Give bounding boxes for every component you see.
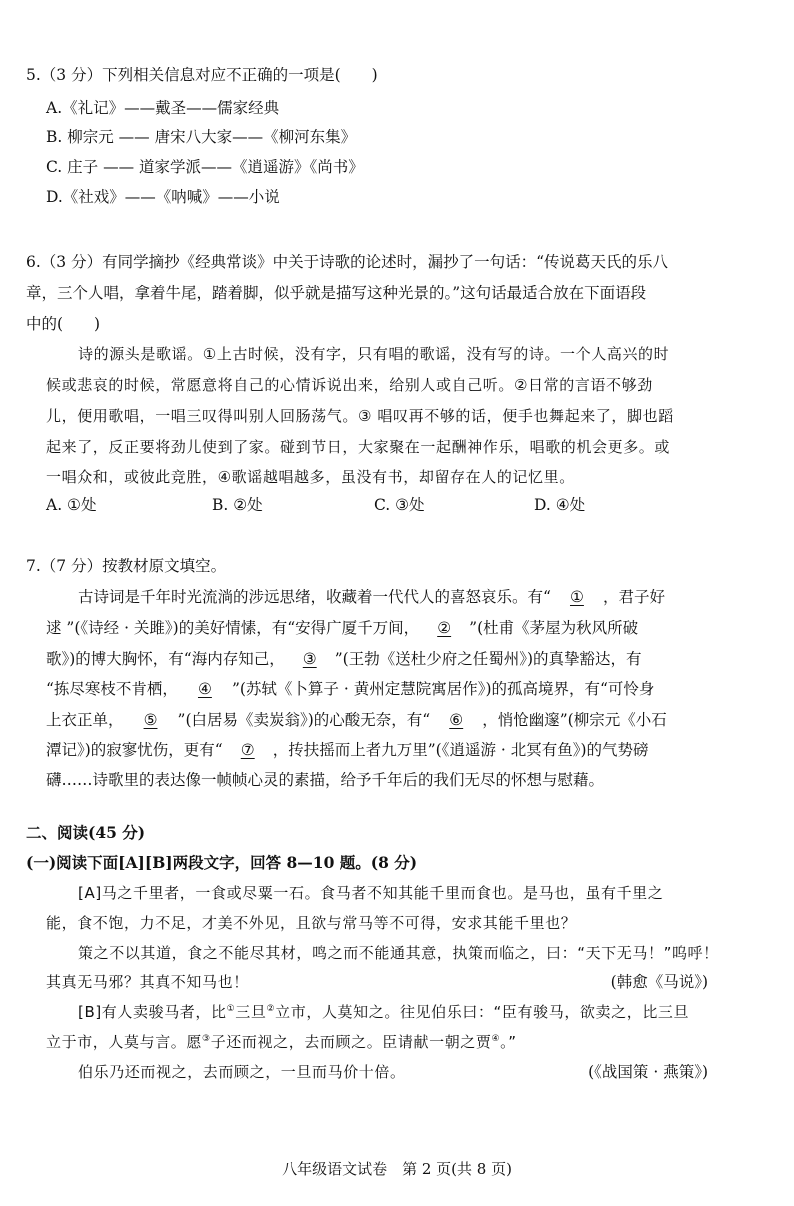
question-6-option-c: C. ③处 (374, 496, 425, 514)
question-5-stem: 5.（3 分）下列相关信息对应不正确的一项是( ) (26, 66, 378, 84)
question-7-line-7: 礴……诗歌里的表达像一帧帧心灵的素描，给予千年后的我们无尽的怀想与慰藉。 (46, 771, 605, 789)
question-6-options (46, 494, 585, 516)
question-6-stem-line-1: 6.（3 分）有同学摘抄《经典常谈》中关于诗歌的论述时，漏抄了一句话：“传说葛天氏的乐八 (26, 253, 669, 271)
question-6-stem-line-3: 中的( ) (26, 315, 101, 333)
question-6-passage-line-3: 儿，便用歌唱，一唱三叹得叫别人回肠荡气。③ 唱叹再不够的话，便手也舞起来了，脚也蹈 (46, 407, 674, 425)
question-5-option-b: B. 柳宗元 —— 唐宋八大家——《柳河东集》 (46, 128, 357, 146)
fill-blank-2: ② (437, 619, 452, 637)
footnote-2-marker: ② (266, 1004, 276, 1014)
question-6-option-d: D. ④处 (534, 496, 586, 514)
question-6-option-b: B. ②处 (212, 496, 263, 514)
passage-a-line-4: 其真无马邪？其真不知马也！ (46, 973, 249, 991)
question-7-stem: 7.（7 分）按教材原文填空。 (26, 557, 227, 575)
footnote-3-marker: ③ (202, 1034, 211, 1044)
question-7-line-5: 上衣正单， ⑤ ”(白居易《卖炭翁》)的心酸无奈，有“ ⑥ ，悄怆幽邃”(柳宗元《小石 (46, 711, 667, 729)
section-2-title: 二、阅读(45 分) (26, 823, 146, 842)
question-5-option-d: D.《社戏》——《呐喊》——小说 (46, 188, 280, 206)
fill-blank-6: ⑥ (449, 711, 464, 729)
question-7-line-3: 歌》)的博大胸怀，有“海内存知己， ③ ”(王勃《送杜少府之任蜀州》)的真挚豁达，有 (46, 650, 642, 668)
question-6-option-a: A. ①处 (46, 496, 97, 514)
question-5-option-a: A.《礼记》——戴圣——儒家经典 (46, 99, 280, 117)
passage-a-source: (韩愈《马说》) (610, 973, 708, 991)
fill-blank-5: ⑤ (143, 711, 158, 729)
question-6-passage-line-1: 诗的源头是歌谣。①上古时候，没有字，只有唱的歌谣，没有写的诗。一个人高兴的时 (78, 345, 670, 363)
question-5-option-c: C. 庄子 —— 道家学派——《逍遥游》《尚书》 (46, 158, 364, 176)
fill-blank-3: ③ (302, 650, 317, 668)
question-7-line-6: 潭记》)的寂寥忧伤，更有“ ⑦ ，抟扶摇而上者九万里”(《逍遥游 · 北冥有鱼》)的气势磅 (46, 741, 649, 759)
passage-b-source: (《战国策 · 燕策》) (588, 1063, 708, 1081)
section-2-subtitle: (一)阅读下面[A][B]两段文字，回答 8—10 题。(8 分) (26, 853, 418, 872)
passage-a-line-3: 策之不以其道，食之不能尽其材，鸣之而不能通其意，执策而临之，曰：“天下无马！”呜呼！ (78, 944, 719, 962)
question-6-passage-line-4: 起来了，反正要将劲儿使到了家。碰到节日，大家聚在一起酬神作乐，唱歌的机会更多。或 (46, 438, 671, 456)
page-footer: 八年级语文试卷 第 2 页(共 8 页) (282, 1160, 512, 1178)
question-7-line-1: 古诗词是千年时光流淌的涉远思绪，收藏着一代代人的喜怒哀乐。有“ ① ，君子好 (78, 588, 665, 606)
passage-a-line-1: [A]马之千里者，一食或尽粟一石。食马者不知其能千里而食也。是马也，虽有千里之 (78, 884, 664, 902)
question-6-passage-line-2: 候或悲哀的时候，常愿意将自己的心情诉说出来，给别人或自己听。②日常的言语不够劲 (46, 376, 653, 394)
footnote-4-marker: ④ (491, 1034, 501, 1044)
footnote-1-marker: ① (226, 1004, 236, 1014)
passage-b-line-1: [B]有人卖骏马者，比①三旦②立市，人莫知之。往见伯乐曰：“臣有骏马，欲卖之，比三旦 (78, 1003, 690, 1021)
passage-a-line-2: 能，食不饱，力不足，才美不外见，且欲与常马等不可得，安求其能千里也？ (46, 914, 577, 932)
passage-b-line-3: 伯乐乃还而视之，去而顾之，一旦而马价十倍。 (78, 1063, 406, 1081)
fill-blank-7: ⑦ (240, 741, 255, 759)
fill-blank-1: ① (569, 588, 584, 606)
passage-b-line-2: 立于市，人莫与言。愿③子还而视之，去而顾之。臣请献一朝之贾④。” (46, 1033, 517, 1051)
question-7-line-2: 逑 ”(《诗经 · 关雎》)的美好情愫，有“安得广厦千万间， ② ”(杜甫《茅屋为秋风所破 (46, 619, 639, 637)
question-6-stem-line-2: 章，三个人唱，拿着牛尾，踏着脚，似乎就是描写这种光景的。”这句话最适合放在下面语段 (26, 284, 647, 302)
fill-blank-4: ④ (197, 680, 212, 698)
question-6-passage-line-5: 一唱众和，或彼此竞胜，④歌谣越唱越多，虽没有书，却留存在人的记忆里。 (46, 468, 575, 486)
question-7-line-4: “拣尽寒枝不肯栖， ④ ”(苏轼《卜算子 · 黄州定慧院寓居作》)的孤高境界，有“可怜身 (46, 680, 655, 698)
